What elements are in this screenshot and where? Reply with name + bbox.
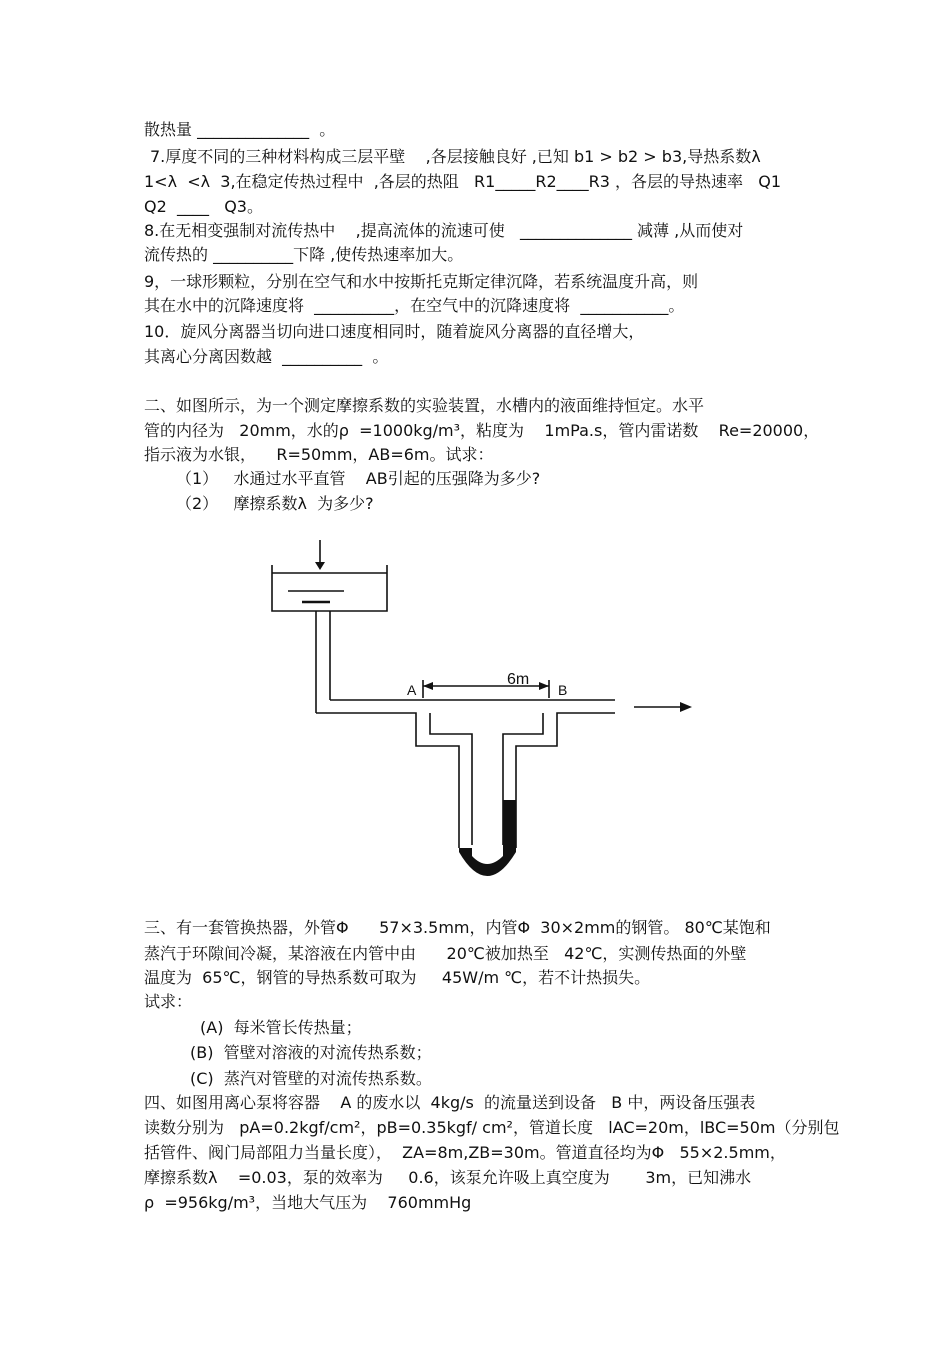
text-line-p3-a: 三、有一套管换热器，外管Φ 57×3.5mm，内管Φ 30×2mm的钢管。 80℃某饱和 (144, 918, 771, 937)
text-line-p2-q2: （2） 摩擦系数λ 为多少? (176, 494, 374, 513)
text-line-p2-c: 指示液为水银， R=50mm，AB=6m。试求： (144, 445, 494, 464)
text-line-p3-qa: (A) 每米管长传热量； (200, 1018, 362, 1037)
text-line-q8-b: 流传热的 __________下降 ,使传热速率加大。 (144, 245, 464, 264)
text-line-p3-b: 蒸汽于环隙间冷凝，某溶液在内管中由 20℃被加热至 42℃，实测传热面的外壁 (144, 944, 747, 963)
text-line-q9-b: 其在水中的沉降速度将 __________，在空气中的沉降速度将 ___________。 (144, 296, 685, 315)
text-line-p4-a: 四、如图用离心泵将容器 A 的废水以 4kg/s 的流量送到设备 B 中，两设备压强表 (144, 1093, 756, 1112)
mercury-column (459, 800, 516, 876)
length-label: 6m (507, 671, 530, 688)
text-line-p2-b: 管的内径为 20mm，水的ρ =1000kg/m³，粘度为 1mPa.s，管内雷诺数 Re=20000， (144, 421, 820, 440)
water-tank (272, 565, 387, 611)
text-line-p4-d: 摩擦系数λ =0.03，泵的效率为 0.6，该泵允许吸上真空度为 3m，已知沸水 (144, 1168, 752, 1187)
text-line-q9-a: 9，一球形颗粒，分别在空气和水中按斯托克斯定律沉降，若系统温度升高，则 (144, 272, 699, 291)
text-line-q7-c: Q2 ____ Q3。 (144, 197, 263, 216)
text-line-q10-b: 其离心分离因数越 __________ 。 (144, 347, 389, 366)
text-line-q10-a: 10．旋风分离器当切向进口速度相同时，随着旋风分离器的直径增大， (144, 322, 645, 341)
text-line-p2-a: 二、如图所示，为一个测定摩擦系数的实验装置，水槽内的液面维持恒定。水平 (144, 396, 705, 415)
text-line-p2-q1: （1） 水通过水平直管 AB引起的压强降为多少? (176, 469, 541, 488)
text-line-q7-b: 1<λ <λ 3,在稳定传热过程中 ,各层的热阻 R1_____R2____R3 ，各层的导热速率 Q1 (144, 172, 782, 191)
text-line-p3-qc: (C) 蒸汽对管壁的对流传热系数。 (190, 1069, 432, 1088)
text-line-p4-e: ρ =956kg/m³，当地大气压为 760mmHg (144, 1193, 472, 1212)
dimension-arrowhead-left (423, 682, 433, 690)
text-line-p4-c: 括管件、阀门局部阻力当量长度）， ZA=8m,ZB=30m。管道直径均为Φ 55×2.5mm， (144, 1143, 786, 1162)
dimension-arrowhead-right (539, 682, 549, 690)
text-line-q8-a: 8.在无相变强制对流传热中 ,提高流体的流速可使 ______________ 减薄 ,从而使对 (144, 221, 744, 240)
text-line-heat-dissipation: 散热量 ______________ 。 (144, 120, 336, 139)
manometer-left-inner-wall (430, 713, 472, 845)
text-line-p3-ask: 试求： (144, 992, 193, 1011)
text-line-p4-b: 读数分别为 pA=0.2kgf/cm²，pB=0.35kgf/ cm²，管道长度 lAC=20m，lBC=50m（分别包 (144, 1118, 840, 1137)
text-line-q7-a: 7.厚度不同的三种材料构成三层平壁 ,各层接触良好 ,已知 b1 > b2 > b3,导热系数λ (150, 147, 761, 166)
point-b-label: B (558, 682, 568, 698)
inflow-arrowhead (315, 562, 325, 570)
outflow-arrowhead (680, 702, 692, 712)
point-a-label: A (407, 682, 417, 698)
text-line-p3-qb: (B) 管壁对溶液的对流传热系数； (190, 1043, 432, 1062)
text-line-p3-c: 温度为 65℃，钢管的导热系数可取为 45W/m ℃，若不计热损失。 (144, 968, 651, 987)
